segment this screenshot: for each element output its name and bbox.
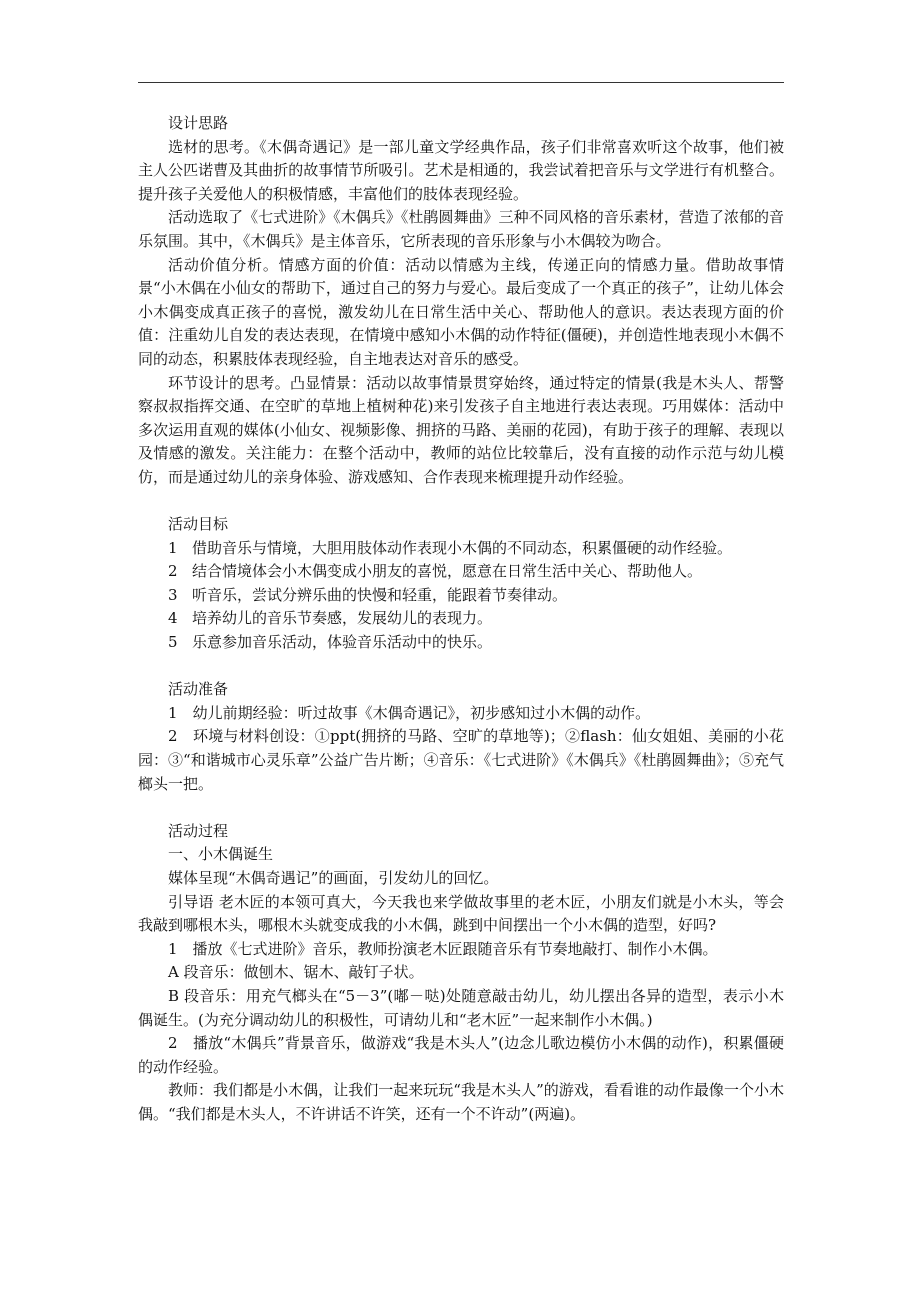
goal-item xyxy=(138,607,784,631)
goal-text: 听音乐，尝试分辨乐曲的快慢和轻重，能跟着节奏律动。 xyxy=(192,585,568,604)
prep-item xyxy=(138,702,784,726)
process-paragraph: 媒体呈现“木偶奇遇记”的画面，引发幼儿的回忆。 xyxy=(168,869,499,887)
goal-text: 借助音乐与情境，大胆用肢体动作表现小木偶的不同动态，积累僵硬的动作经验。 xyxy=(192,538,733,557)
goals-heading: 活动目标 xyxy=(168,515,229,534)
process-paragraph: 教师：我们都是小木偶，让我们一起来玩玩“我是木头人”的游戏，看看谁的动作最像一个小木偶。“我们都是木头人，不许讲话不许笑，还有一个不许动”(两遍)。 xyxy=(138,1081,784,1123)
goal-number: 5 xyxy=(168,633,178,652)
design-paragraph: 选材的思考。《木偶奇遇记》是一部儿童文学经典作品，孩子们非常喜欢听这个故事，他们被主人公匹诺曹及其曲折的故事情节所吸引。艺术是相通的，我尝试着把音乐与文学进行有机整合。提升孩子关爱他人的积极情感，丰富他们的肢体表现经验。 xyxy=(138,137,784,203)
prep-item xyxy=(138,725,784,796)
goal-text: 培养幼儿的音乐节奏感，发展幼儿的表现力。 xyxy=(192,609,493,628)
prep-heading: 活动准备 xyxy=(168,680,229,699)
prep-text: 环境与材料创设：①ppt(拥挤的马路、空旷的草地等)；②flash：仙女姐姐、美丽的小花园：③“和谐城市心灵乐章”公益广告片断；④音乐：《七式进阶》《木偶兵》《杜鹃圆舞曲》；⑤充气榔头一把。 xyxy=(138,727,784,793)
header-rule xyxy=(138,82,784,83)
design-paragraph: 活动选取了《七式进阶》《木偶兵》《杜鹃圆舞曲》三种不同风格的音乐素材，营造了浓郁的音乐氛围。其中，《木偶兵》是主体音乐，它所表现的音乐形象与小木偶较为吻合。 xyxy=(138,208,784,250)
process-paragraph: B 段音乐：用充气榔头在“5－3”(嘟－哒)处随意敲击幼儿，幼儿摆出各异的造型，表示小木偶诞生。(为充分调动幼儿的积极性，可请幼儿和“老木匠”一起来制作小木偶。) xyxy=(138,986,784,1029)
process-paragraph: 引导语 老木匠的本领可真大，今天我也来学做故事里的老木匠，小朋友们就是小木头，等会我敲到哪根木头，哪根木头就变成我的小木偶，跳到中间摆出一个小木偶的造型，好吗? xyxy=(138,892,784,935)
goal-item xyxy=(138,631,784,655)
process-paragraph: A 段音乐：做刨木、锯木、敲钉子状。 xyxy=(168,963,424,982)
design-heading: 设计思路 xyxy=(168,114,229,132)
goal-text: 乐意参加音乐活动，体验音乐活动中的快乐。 xyxy=(192,633,493,652)
design-paragraph: 环节设计的思考。凸显情景：活动以故事情景贯穿始终，通过特定的情景(我是木头人、帮警察叔叔指挥交通、在空旷的草地上植树种花)来引发孩子自主地进行表达表现。巧用媒体：活动中多次运用直观的媒体(小仙女、视频影像、拥挤的马路、美丽的花园)，有助于孩子的理解、表现以及情感的激发。关注能力：在整个活动中，教师的站位比较靠后，没有直接的动作示范与幼儿模仿，而是通过幼儿的亲身体验、游戏感知、合作表现来梳理提升动作经验。 xyxy=(138,373,784,486)
goal-number: 1 xyxy=(168,538,178,557)
process-paragraph: 2 播放“木偶兵”背景音乐，做游戏“我是木头人”(边念儿歌边模仿小木偶的动作)，积累僵硬的动作经验。 xyxy=(138,1034,784,1076)
prep-number: 2 xyxy=(168,727,178,746)
document-body xyxy=(138,112,784,1127)
goal-item xyxy=(138,584,784,608)
goal-item xyxy=(138,537,784,561)
design-paragraph: 活动价值分析。情感方面的价值：活动以情感为主线，传递正向的情感力量。借助故事情景“小木偶在小仙女的帮助下，通过自己的努力与爱心。最后变成了一个真正的孩子”，让幼儿体会小木偶变成真正孩子的喜悦，激发幼儿在日常生活中关心、帮助他人的意识。表达表现方面的价值：注重幼儿自发的表达表现，在情境中感知小木偶的动作特征(僵硬)，并创造性地表现小木偶不同的动态，积累肢体表现经验，自主地表达对音乐的感受。 xyxy=(138,255,784,368)
process-heading: 活动过程 xyxy=(168,821,229,840)
goal-number: 4 xyxy=(168,609,178,628)
prep-number: 1 xyxy=(168,703,178,722)
prep-text: 幼儿前期经验：听过故事《木偶奇遇记》，初步感知过小木偶的动作。 xyxy=(192,703,651,722)
goal-number: 2 xyxy=(168,562,178,581)
process-paragraph: 1 播放《七式进阶》音乐，教师扮演老木匠跟随音乐有节奏地敲打、制作小木偶。 xyxy=(168,939,718,958)
goal-item xyxy=(138,560,784,584)
goals-section xyxy=(138,513,784,655)
process-subheading: 一、小木偶诞生 xyxy=(168,845,274,864)
prep-section xyxy=(138,678,784,796)
goal-number: 3 xyxy=(168,585,178,604)
process-section xyxy=(138,820,784,1127)
goal-text: 结合情境体会小木偶变成小朋友的喜悦，愿意在日常生活中关心、帮助他人。 xyxy=(192,562,703,581)
